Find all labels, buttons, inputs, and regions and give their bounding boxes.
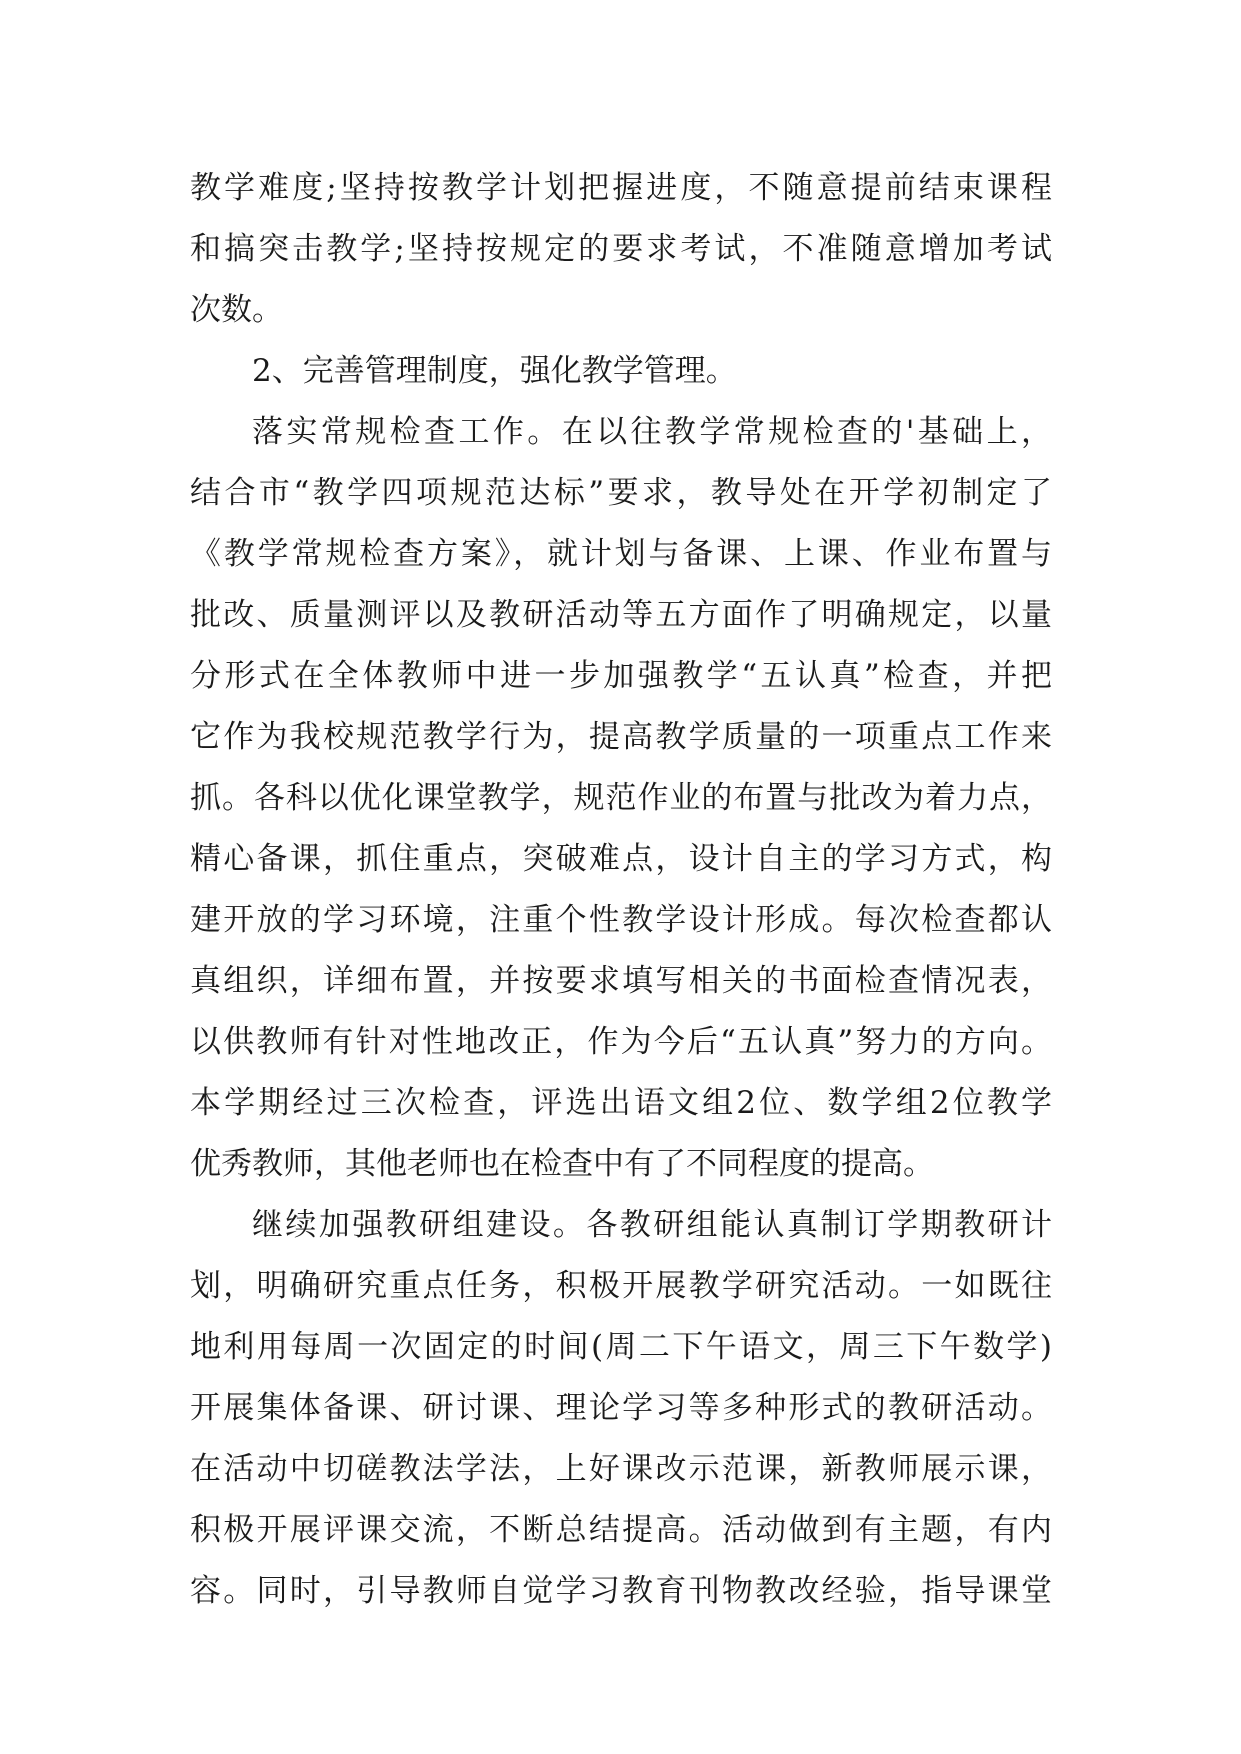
text-line: 建开放的学习环境，注重个性教学设计形成。每次检查都认	[190, 902, 1052, 938]
text-line: 真组织，详细布置，并按要求填写相关的书面检查情况表，	[190, 963, 1052, 999]
text-line: 《教学常规检查方案》，就计划与备课、上课、作业布置与	[190, 536, 1052, 572]
text-line: 和搞突击教学;坚持按规定的要求考试，不准随意增加考试	[190, 231, 1052, 267]
text-line: 容。同时，引导教师自觉学习教育刊物教改经验，指导课堂	[190, 1573, 1052, 1609]
body-text	[190, 158, 1052, 1622]
text-line: 本学期经过三次检查，评选出语文组2位、数学组2位教学	[190, 1085, 1052, 1121]
text-line: 以供教师有针对性地改正，作为今后“五认真”努力的方向。	[190, 1024, 1052, 1060]
text-line: 划，明确研究重点任务，积极开展教学研究活动。一如既往	[190, 1268, 1052, 1304]
text-line: 开展集体备课、研讨课、理论学习等多种形式的教研活动。	[190, 1390, 1052, 1426]
text-line: 它作为我校规范教学行为，提高教学质量的一项重点工作来	[190, 719, 1052, 755]
section-heading: 2、完善管理制度，强化教学管理。	[252, 353, 737, 389]
text-line: 教学难度;坚持按教学计划把握进度，不随意提前结束课程	[190, 170, 1052, 206]
text-line: 在活动中切磋教法学法，上好课改示范课，新教师展示课，	[190, 1451, 1052, 1487]
text-line: 积极开展评课交流，不断总结提高。活动做到有主题，有内	[190, 1512, 1052, 1548]
text-line: 分形式在全体教师中进一步加强教学“五认真”检查，并把	[190, 658, 1052, 694]
paragraph-first-line: 继续加强教研组建设。各教研组能认真制订学期教研计	[252, 1207, 1052, 1243]
text-line: 批改、质量测评以及教研活动等五方面作了明确规定，以量	[190, 597, 1052, 633]
text-line: 结合市“教学四项规范达标”要求，教导处在开学初制定了	[190, 475, 1052, 511]
text-line: 次数。	[190, 292, 283, 328]
text-line: 精心备课，抓住重点，突破难点，设计自主的学习方式，构	[190, 841, 1052, 877]
text-line: 抓。各科以优化课堂教学，规范作业的布置与批改为着力点，	[190, 780, 1052, 816]
text-line: 地利用每周一次固定的时间(周二下午语文，周三下午数学)	[190, 1329, 1052, 1365]
text-line: 优秀教师，其他老师也在检查中有了不同程度的提高。	[190, 1146, 934, 1182]
paragraph-first-line: 落实常规检查工作。在以往教学常规检查的'基础上，	[252, 414, 1052, 450]
